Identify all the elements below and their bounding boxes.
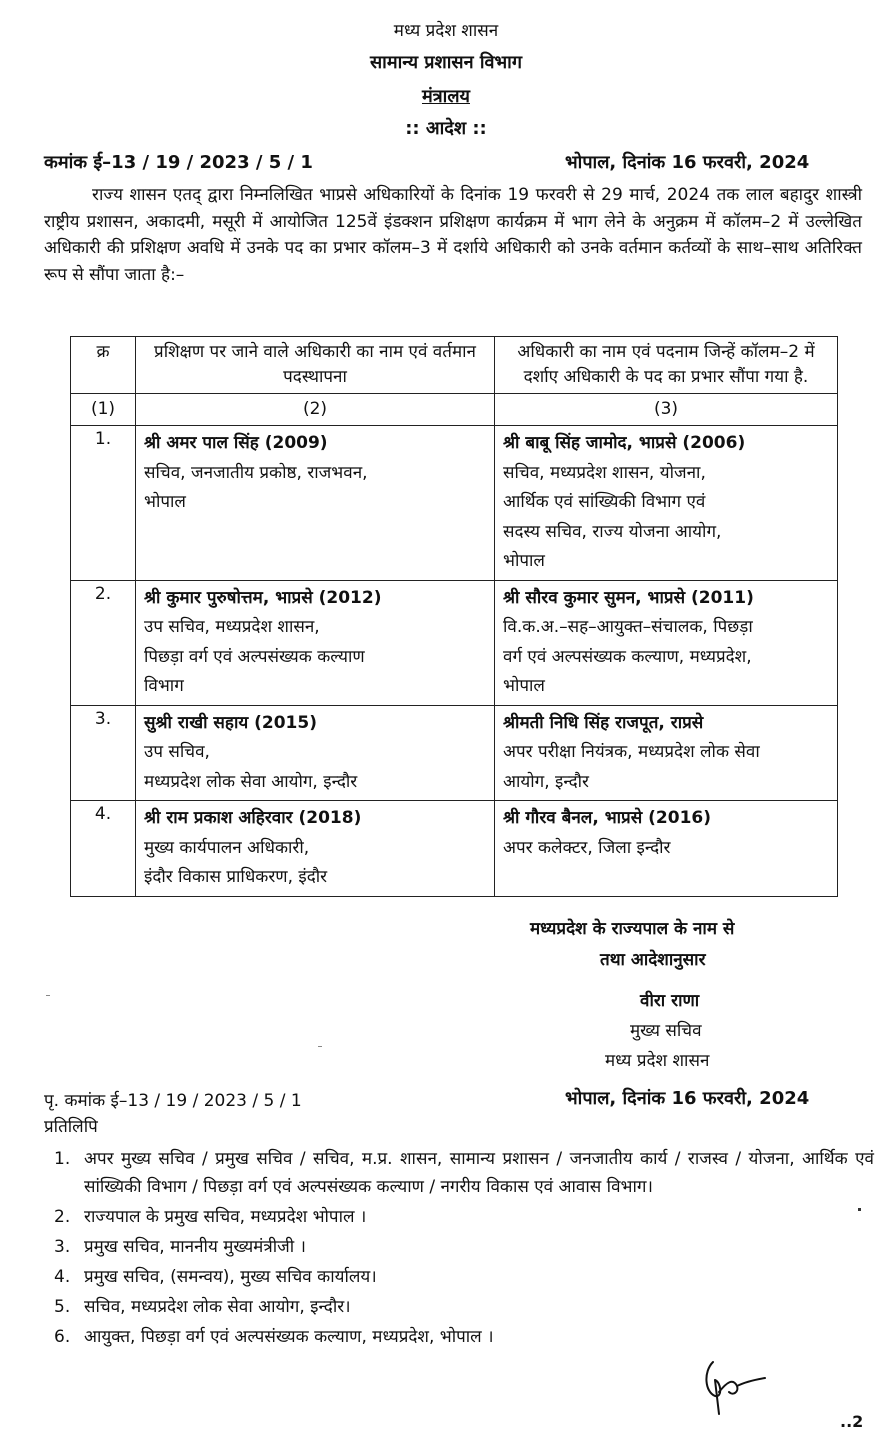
row-serial: 4. bbox=[71, 801, 136, 897]
incharge-cell bbox=[495, 801, 838, 897]
incharge-cell bbox=[495, 426, 838, 581]
endorsement-date: भोपाल, दिनांक 16 फरवरी, 2024 bbox=[565, 1088, 810, 1109]
trainee-detail-line: मुख्य कार्यपालन अधिकारी, bbox=[144, 837, 310, 858]
incharge-detail-line: आयोग, इन्दौर bbox=[503, 771, 589, 792]
signature-line-1: मध्यप्रदेश के राज्यपाल के नाम से bbox=[530, 919, 735, 939]
list-item bbox=[44, 1263, 874, 1291]
department-title: सामान्य प्रशासन विभाग bbox=[370, 52, 522, 73]
list-item-number: 3. bbox=[54, 1237, 71, 1257]
list-item-number: 5. bbox=[54, 1297, 71, 1317]
incharge-detail-line: वि.क.अ.–सह–आयुक्त–संचालक, पिछड़ा bbox=[503, 617, 753, 637]
trainee-cell bbox=[136, 801, 495, 897]
table-body bbox=[71, 426, 838, 897]
incharge-detail-line: आर्थिक एवं सांख्यिकी विभाग एवं bbox=[503, 492, 706, 512]
table-colnum-row bbox=[71, 394, 838, 426]
handwritten-initials bbox=[693, 1352, 773, 1422]
table-row bbox=[71, 801, 838, 897]
copy-label: प्रतिलिपि bbox=[44, 1117, 98, 1137]
signatory-name: वीरा राणा bbox=[640, 991, 700, 1011]
incharge-detail-line: अपर परीक्षा नियंत्रक, मध्यप्रदेश लोक सेवा bbox=[503, 742, 760, 762]
trainee-detail-line: इंदौर विकास प्राधिकरण, इंदौर bbox=[144, 867, 328, 887]
trainee-officer-name: श्री कुमार पुरुषोत्तम, भाप्रसे (2012) bbox=[144, 587, 382, 608]
endorsement-number: पृ. कमांक ई–13 / 19 / 2023 / 5 / 1 bbox=[44, 1091, 302, 1111]
trainee-detail-line: उप सचिव, bbox=[144, 742, 210, 762]
row-serial: 3. bbox=[71, 705, 136, 801]
incharge-detail-line: भोपाल bbox=[503, 676, 545, 696]
incharge-detail-line: अपर कलेक्टर, जिला इन्दौर bbox=[503, 837, 671, 858]
list-item bbox=[44, 1293, 874, 1321]
header-serial: क्र bbox=[71, 337, 136, 394]
office-title-wrap bbox=[0, 84, 892, 108]
trainee-detail-line: भोपाल bbox=[144, 492, 186, 512]
government-title: मध्य प्रदेश शासन bbox=[393, 21, 499, 41]
order-date: भोपाल, दिनांक 16 फरवरी, 2024 bbox=[565, 152, 810, 173]
trainee-officer-name: श्री अमर पाल सिंह (2009) bbox=[144, 433, 328, 453]
trainee-detail-line: सचिव, जनजातीय प्रकोष्ठ, राजभवन, bbox=[144, 462, 368, 483]
trainee-detail-line: पिछड़ा वर्ग एवं अल्पसंख्यक कल्याण bbox=[144, 646, 365, 667]
colnum-2: (2) bbox=[136, 394, 495, 426]
scan-mark bbox=[318, 1046, 322, 1047]
trainee-detail-line: विभाग bbox=[144, 676, 184, 696]
table-row bbox=[71, 426, 838, 581]
order-paragraph-text: राज्य शासन एतद् द्वारा निम्नलिखित भाप्रसे अधिकारियों के दिनांक 19 फरवरी से 29 मार्च, 2024 तक लाल बहादुर शास्त्री राष्ट्रीय प्रशासन, अकादमी, मसूरी में आयोजित 125वें इंडक्शन प्रशिक्षण कार्यक्रम में भाग लेने के अनुक्रम में कॉलम–2 में उल्लेखित अधिकारी की प्रशिक्षण अवधि में उनके पद का प्रभार कॉलम–3 में दर्शाये अधिकारी को उनके वर्तमान कर्तव्यों के साथ–साथ अतिरिक्त रूप से सौंपा जाता है:– bbox=[44, 185, 862, 285]
list-item-number: 1. bbox=[54, 1149, 71, 1169]
table-row bbox=[71, 580, 838, 705]
order-title: :: आदेश :: bbox=[405, 118, 487, 139]
list-item bbox=[44, 1145, 874, 1201]
incharge-officer-name: श्रीमती निधि सिंह राजपूत, राप्रसे bbox=[503, 712, 704, 733]
trainee-cell bbox=[136, 426, 495, 581]
list-item-number: 4. bbox=[54, 1267, 71, 1287]
signatory-government: मध्य प्रदेश शासन bbox=[605, 1051, 710, 1071]
list-item-text: राज्यपाल के प्रमुख सचिव, मध्यप्रदेश भोपाल । bbox=[84, 1207, 367, 1227]
header-incharge: अधिकारी का नाम एवं पदनाम जिन्हें कॉलम–2 में दर्शाए अधिकारी के पद का प्रभार सौंपा गया है. bbox=[495, 337, 838, 394]
trainee-detail-line: उप सचिव, मध्यप्रदेश शासन, bbox=[144, 617, 320, 637]
signatory-designation: मुख्य सचिव bbox=[630, 1021, 702, 1041]
scan-mark bbox=[46, 995, 50, 996]
copy-list bbox=[44, 1145, 874, 1353]
incharge-officer-name: श्री गौरव बैनल, भाप्रसे (2016) bbox=[503, 808, 711, 828]
colnum-3: (3) bbox=[495, 394, 838, 426]
order-number: कमांक ई–13 / 19 / 2023 / 5 / 1 bbox=[44, 152, 313, 173]
order-paragraph bbox=[44, 182, 862, 288]
list-item bbox=[44, 1233, 874, 1261]
table-header-row bbox=[71, 337, 838, 394]
trainee-officer-name: सुश्री राखी सहाय (2015) bbox=[144, 712, 317, 733]
incharge-detail-line: सचिव, मध्यप्रदेश शासन, योजना, bbox=[503, 462, 706, 483]
incharge-cell bbox=[495, 705, 838, 801]
list-item-text: प्रमुख सचिव, माननीय मुख्यमंत्रीजी । bbox=[84, 1237, 306, 1257]
list-item bbox=[44, 1323, 874, 1351]
officer-charge-table bbox=[70, 336, 838, 897]
signature-line-2: तथा आदेशानुसार bbox=[600, 950, 706, 970]
trainee-cell bbox=[136, 705, 495, 801]
office-title: मंत्रालय bbox=[421, 86, 470, 107]
trainee-officer-name: श्री राम प्रकाश अहिरवार (2018) bbox=[144, 808, 362, 828]
trainee-detail-line: मध्यप्रदेश लोक सेवा आयोग, इन्दौर bbox=[144, 771, 358, 792]
incharge-officer-name: श्री सौरव कुमार सुमन, भाप्रसे (2011) bbox=[503, 587, 754, 608]
list-item-text: अपर मुख्य सचिव / प्रमुख सचिव / सचिव, म.प्र. शासन, सामान्य प्रशासन / जनजातीय कार्य / राजस्व / योजना, आर्थिक एवं सांख्यिकी विभाग / पिछड़ा वर्ग एवं अल्पसंख्यक कल्याण / नगरीय विकास एवं आवास विभाग। bbox=[84, 1149, 874, 1197]
incharge-detail-line: वर्ग एवं अल्पसंख्यक कल्याण, मध्यप्रदेश, bbox=[503, 646, 752, 667]
list-item-number: 2. bbox=[54, 1207, 71, 1227]
incharge-detail-line: भोपाल bbox=[503, 551, 545, 571]
incharge-cell bbox=[495, 580, 838, 705]
list-item-number: 6. bbox=[54, 1327, 71, 1347]
row-serial: 1. bbox=[71, 426, 136, 581]
list-item bbox=[44, 1203, 874, 1231]
incharge-officer-name: श्री बाबू सिंह जामोद, भाप्रसे (2006) bbox=[503, 433, 746, 453]
header-trainee: प्रशिक्षण पर जाने वाले अधिकारी का नाम एवं वर्तमान पदस्थापना bbox=[136, 337, 495, 394]
list-item-text: सचिव, मध्यप्रदेश लोक सेवा आयोग, इन्दौर। bbox=[84, 1297, 351, 1317]
trainee-cell bbox=[136, 580, 495, 705]
incharge-detail-line: सदस्य सचिव, राज्य योजना आयोग, bbox=[503, 521, 722, 542]
row-serial: 2. bbox=[71, 580, 136, 705]
page-number: ..2 bbox=[840, 1412, 864, 1431]
list-item-text: प्रमुख सचिव, (समन्वय), मुख्य सचिव कार्यालय। bbox=[84, 1267, 377, 1287]
list-item-text: आयुक्त, पिछड़ा वर्ग एवं अल्पसंख्यक कल्याण, मध्यप्रदेश, भोपाल । bbox=[84, 1327, 494, 1347]
colnum-1: (1) bbox=[71, 394, 136, 426]
table-row bbox=[71, 705, 838, 801]
